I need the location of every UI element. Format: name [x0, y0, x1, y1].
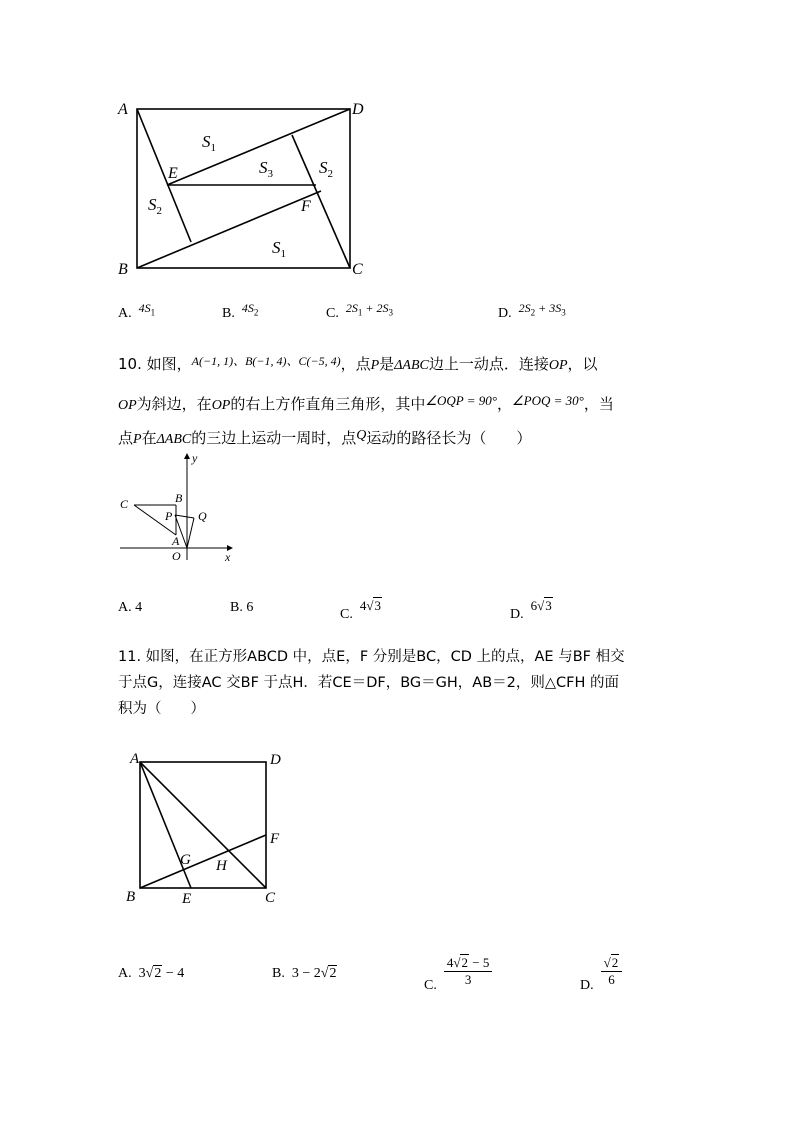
q11-label-b: B — [126, 889, 136, 905]
q10-option-b[interactable]: B. 6 — [230, 600, 254, 615]
q10-segment-oq — [187, 518, 194, 548]
q10-label-a: A — [172, 534, 180, 548]
q10-segment-pq — [175, 515, 194, 518]
q9-label-d: D — [352, 101, 364, 118]
q10-label-c: C — [120, 497, 129, 511]
q11-label-g: G — [180, 852, 191, 868]
q11-line-1: 11. 如图，在正方形ABCD 中，点E，F 分别是BC，CD 上的点，AE 与BF 相交 — [118, 649, 625, 665]
q11-label-d: D — [270, 752, 281, 768]
q10-line-2: OP为斜边，在OP的右上方作直角三角形，其中∠OQP = 90°，∠POQ = 30°，当 — [118, 393, 614, 413]
q9-label-b: B — [118, 261, 128, 278]
q10-option-c[interactable]: C. 4√3 — [340, 598, 381, 622]
q9-option-a[interactable]: A. $4S_1$ — [118, 301, 156, 321]
q11-diagonal-ac — [140, 762, 266, 888]
q9-option-d[interactable]: D. $2S_2 + 3S_3$ — [498, 301, 566, 321]
q11-line-3: 积为（ ） — [118, 701, 205, 717]
q9-option-c[interactable]: C. $2S_1 + 2S_3$ — [326, 301, 393, 321]
q9-label-a: A — [118, 101, 128, 118]
q10-label-b: B — [175, 491, 183, 505]
q11-label-c: C — [265, 890, 276, 906]
q10-label-o: O — [172, 549, 181, 563]
q9-line-bf — [137, 191, 321, 268]
q10-line-1: 10. 如图，$^{A(-1, 1)、B(-1, 4)、C(-5, 4)}$，点P是ΔABC边上一动点．连接OP，以 — [118, 354, 598, 373]
q10-line-3: 点P在ΔABC的三边上运动一周时，点Q运动的路径长为（ ） — [118, 428, 532, 447]
q10-option-a[interactable]: A. 4 — [118, 600, 143, 615]
q9-label-c: C — [352, 261, 363, 278]
q9-region-s1-top: $S_1$ — [202, 132, 216, 154]
q9-line-ag — [137, 109, 191, 242]
q10-label-p: P — [165, 509, 173, 523]
q11-label-a: A — [130, 751, 140, 767]
q11-option-b[interactable]: B. 3 − 2√2 — [272, 966, 337, 981]
q11-figure — [118, 745, 298, 910]
q9-region-s1-bottom: $S_1$ — [272, 238, 286, 260]
q11-option-d[interactable]: D. $\frac{√2}{6}$ — [580, 955, 622, 988]
q11-label-f: F — [270, 831, 280, 847]
q11-label-e: E — [182, 891, 192, 907]
q11-line-bf — [140, 835, 266, 888]
q10-label-y: y — [192, 451, 198, 465]
q11-option-c[interactable]: C. $\frac{4√2 - 5}{3}$ — [424, 955, 492, 988]
q11-line-2: 于点G，连接AC 交BF 于点H．若CE＝DF，BG＝GH，AB＝2，则△CFH 的面 — [118, 675, 620, 691]
q9-figure — [110, 95, 380, 280]
q11-label-h: H — [216, 858, 227, 874]
q11-option-a[interactable]: A. 3√2 − 4 — [118, 966, 185, 981]
q9-region-s3: $S_3$ — [259, 158, 273, 180]
q9-region-s2-left: $S_2$ — [148, 195, 162, 217]
q9-option-b[interactable]: B. $4S_2$ — [222, 301, 259, 321]
q9-label-e: E — [168, 165, 178, 182]
q10-label-q: Q — [198, 509, 207, 523]
q9-label-f: F — [301, 198, 311, 215]
q10-figure — [112, 448, 242, 566]
q10-label-x: x — [225, 550, 231, 564]
q9-region-s2-right: $S_2$ — [319, 158, 333, 180]
q10-option-d[interactable]: D. 6√3 — [510, 598, 552, 622]
